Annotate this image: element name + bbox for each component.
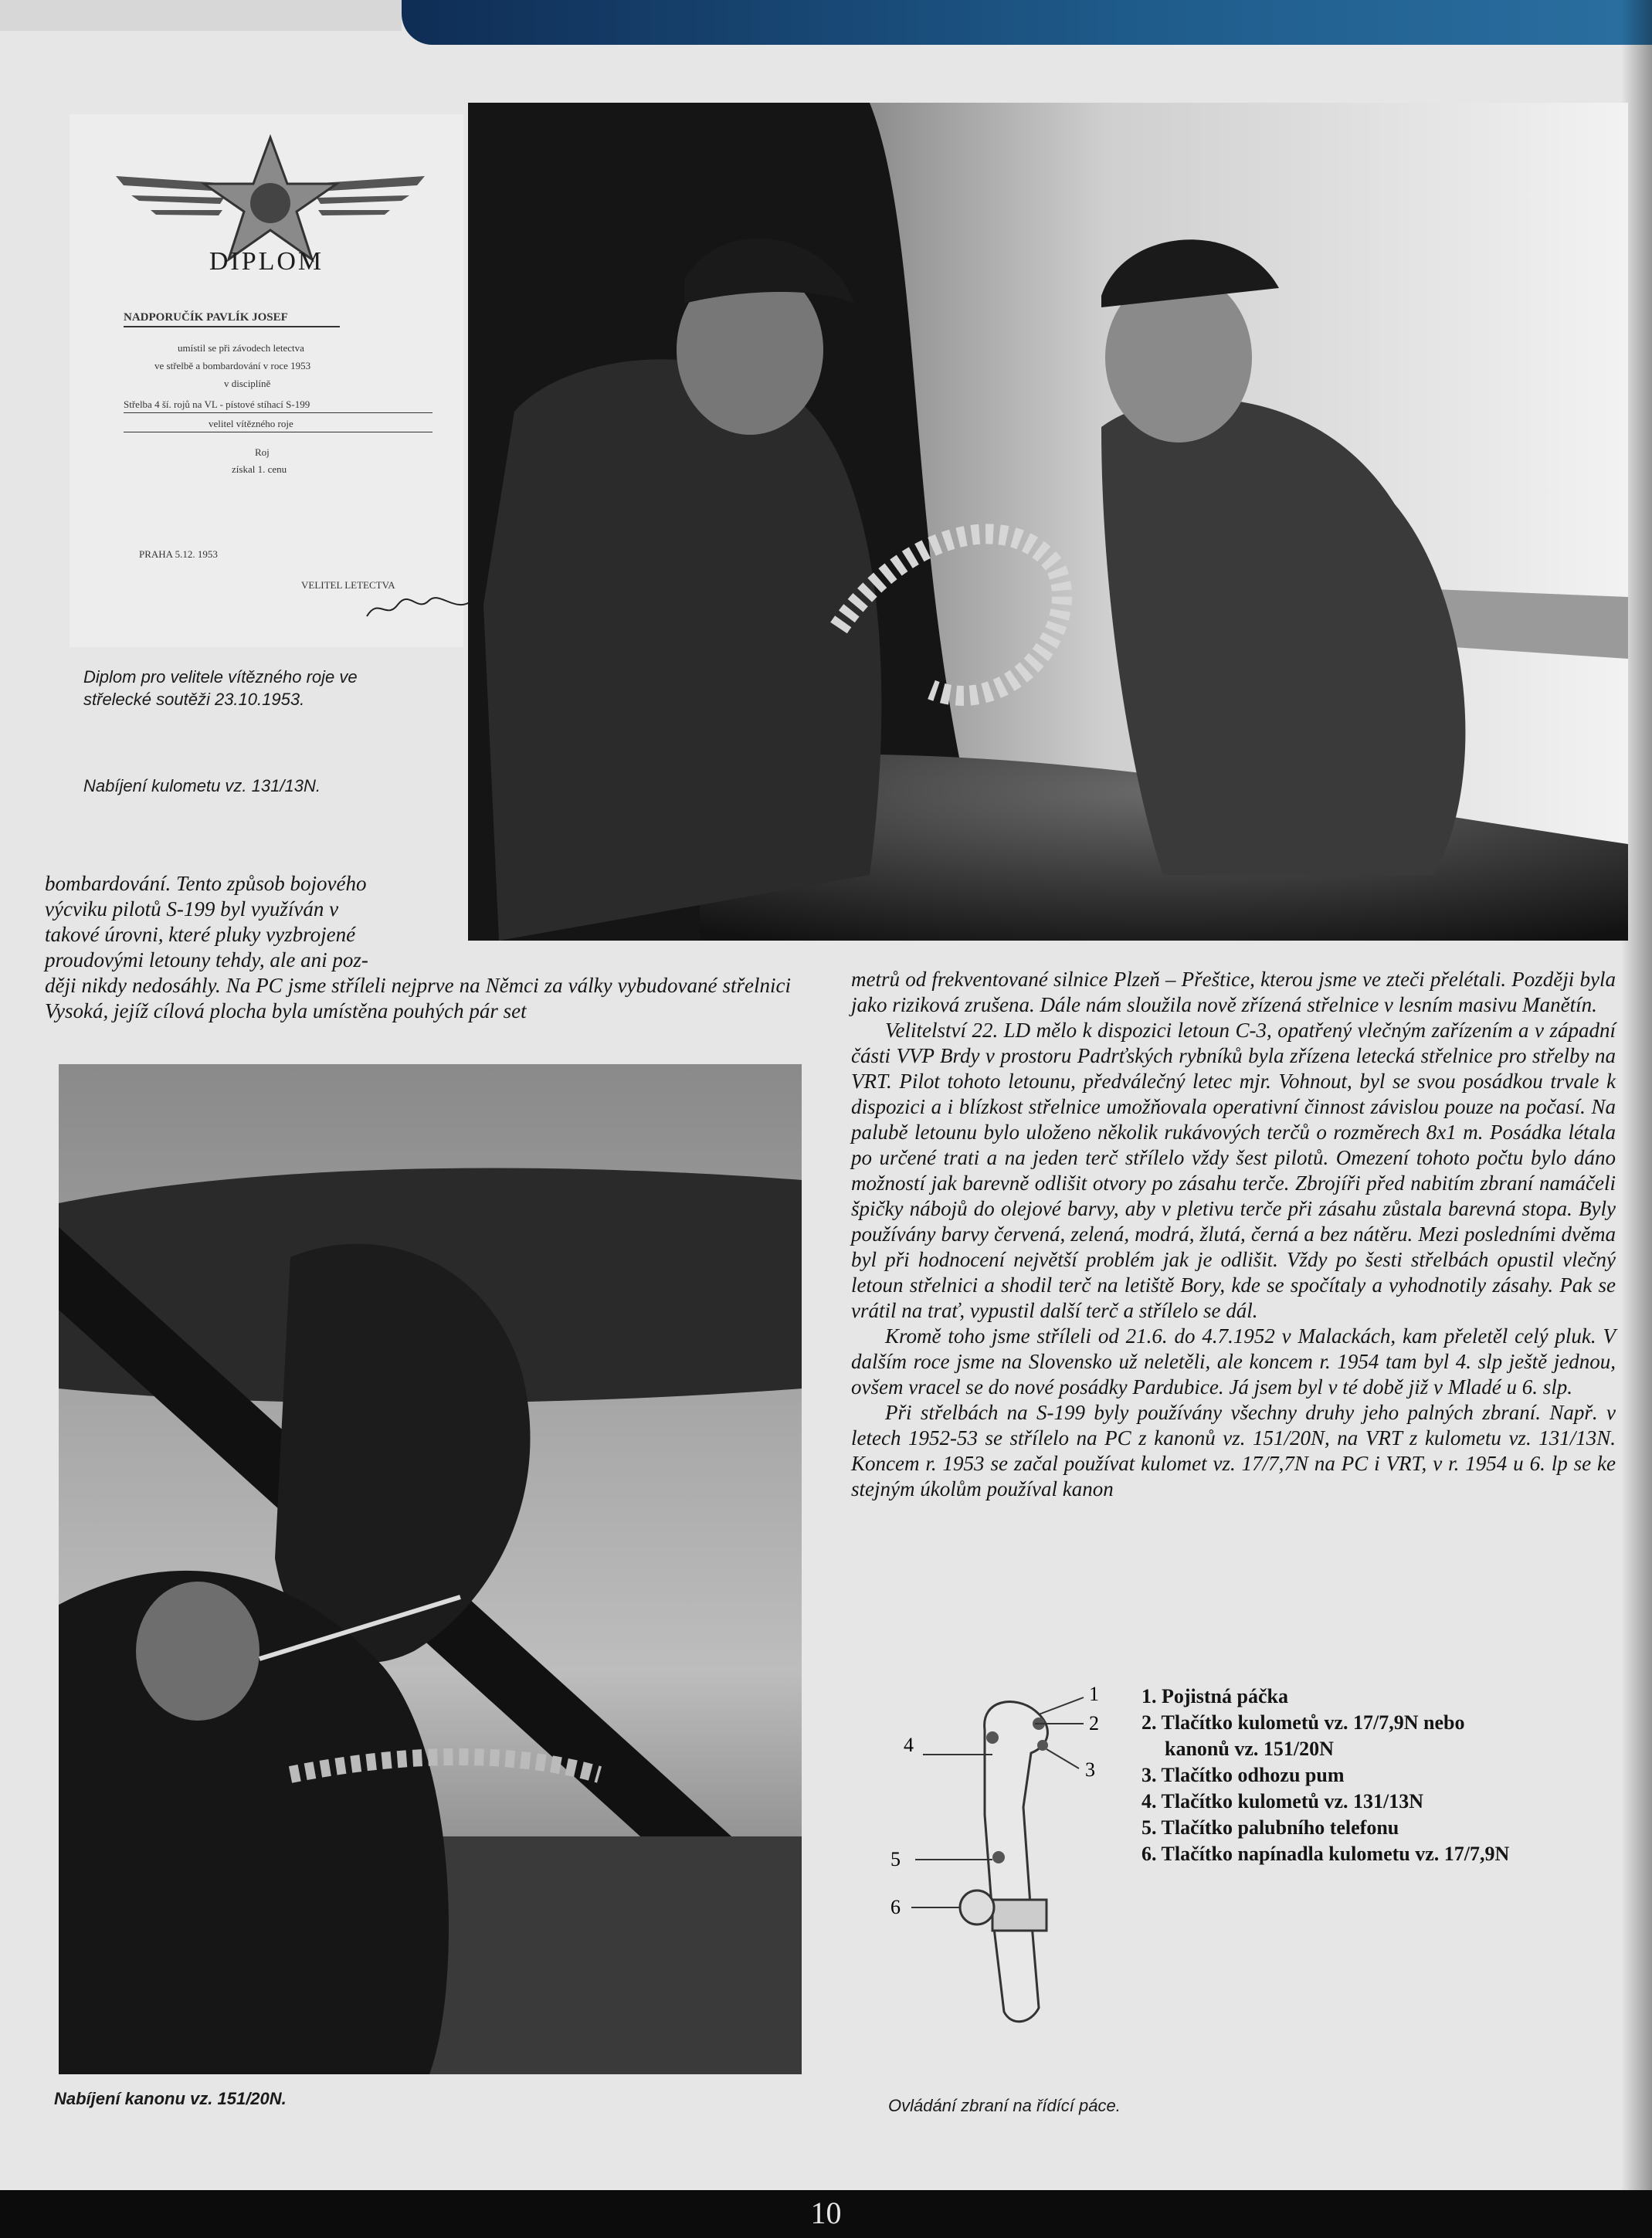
legend-item: 3. Tlačítko odhozu pum	[1141, 1764, 1345, 1786]
right-text-column	[851, 967, 1616, 1502]
diploma-underline	[124, 326, 340, 327]
signature	[363, 589, 479, 628]
caption-cannon-loading: Nabíjení kanonu vz. 151/20N.	[54, 2089, 287, 2108]
caption-mg-loading: Nabíjení kulometu vz. 131/13N.	[83, 776, 321, 795]
diploma-line7: Roj	[255, 446, 270, 458]
legend-item: 2. Tlačítko kulometů vz. 17/7,9N nebo	[1141, 1711, 1465, 1734]
callout-2: 2	[1089, 1712, 1099, 1734]
text-line: proudovými letouny tehdy, ale ani poz-	[45, 948, 368, 971]
left-text-wide: ději nikdy nedosáhly. Na PC jsme stříleli nejprve na Němci za války vybudované střelnici Vysoká, jejíž cílová plocha byla umístěna pouhých pár set	[45, 974, 791, 1022]
legend-item: 4. Tlačítko kulometů vz. 131/13N	[1141, 1790, 1423, 1812]
text-line: takové úrovni, které pluky vyzbrojené	[45, 923, 356, 946]
photo-mg-loading	[468, 103, 1628, 941]
diploma-line8: získal 1. cenu	[232, 463, 287, 475]
diploma-rule	[124, 412, 433, 413]
callout-1: 1	[1089, 1684, 1099, 1705]
callout-6: 6	[890, 1896, 901, 1918]
diploma-recipient: NADPORUČÍK PAVLÍK JOSEF	[124, 311, 288, 324]
text-line: výcviku pilotů S-199 byl využíván v	[45, 897, 339, 921]
callout-5: 5	[890, 1848, 901, 1870]
legend-item: 5. Tlačítko palubního telefonu	[1141, 1816, 1399, 1839]
caption-stick: Ovládání zbraní na řídící páce.	[888, 2096, 1121, 2115]
diploma-line3: ve střelbě a bombardování v roce 1953	[154, 360, 311, 371]
diploma-line4: v disciplíně	[224, 378, 271, 389]
diploma-commander: VELITEL LETECTVA	[301, 579, 395, 591]
paragraph: metrů od frekventované silnice Plzeň – Přeštice, kterou jsme ve zteči přelétali. Později byla jako riziková zrušena. Dále nám sloužila nově zřízená střelnice v lesním masivu Manětín.	[851, 968, 1616, 1016]
diploma-line2: umístil se při závodech letectva	[178, 342, 304, 354]
header-band	[402, 0, 1652, 45]
paragraph: Velitelství 22. LD mělo k dispozici letoun C-3, opatřený vlečným zařízením a v západní části VVP Brdy v prostoru Padrťských rybníků byla zřízena letecká střelnice pro střelby na VRT. Pilot tohoto letounu, předválečný letec mjr. Vohnout, byl se svou posádkou trvale k dispozici a i blízkost střelnice umožňovala operativní činnost závislou pouze na počasí. Na palubě letounu bylo uloženo několik rukávových terčů o rozměrech 8x1 m. Posádka létala po určené trati a na jeden terč střílelo vždy šest pilotů. Omezení tohoto počtu bylo dáno možností jak barevně odlišit otvory po zásahu terče. Zbrojíři před nabitím zbraní namáčeli špičky nábojů do olejové barvy, aby v pletivu terče při zásahu zůstala barevná stopa. Byly používány barvy červená, zelená, modrá, žlutá, černá a bez nátěru. Mezi posledními dvěma byl při hodnocení největší problém jak je odlišit. Vždy po šesti střelbách opustil vlečný letoun střelnici a shodil terč na letiště Bory, kde se spočítaly a vyhodnotily zásahy. Pak se vrátil na trať, vypustil další terč a střílelo se dál.	[851, 1019, 1616, 1322]
diploma-image	[70, 114, 463, 647]
control-stick-drawing	[877, 1684, 1124, 2031]
diploma-line6: velitel vítězného roje	[209, 418, 293, 429]
diploma-title: DIPLOM	[209, 247, 324, 276]
diploma-line5: Střelba 4 ší. rojů na VL - pístové stíhací S-199	[124, 398, 310, 410]
diploma-place-date: PRAHA 5.12. 1953	[139, 548, 218, 560]
photo-cannon-loading	[59, 1064, 802, 2074]
legend-item: 1. Pojistná páčka	[1141, 1685, 1288, 1707]
stick-legend	[1141, 1684, 1620, 1867]
text-line: bombardování. Tento způsob bojového	[45, 872, 367, 895]
page-number: 10	[810, 2196, 842, 2230]
legend-item: 6. Tlačítko napínadla kulometu vz. 17/7,9N	[1141, 1843, 1510, 1865]
callout-4: 4	[904, 1734, 914, 1756]
paragraph: Kromě toho jsme stříleli od 21.6. do 4.7.1952 v Malackách, kam přeletěl celý pluk. V dalším roce jsme na Slovensko už neletěli, ale koncem r. 1954 tam byl 4. slp ještě jednou, ovšem vracel se do nové posádky Pardubice. Já jsem byl v té době již v Mladé u 6. slp.	[851, 1324, 1616, 1399]
left-text-column	[45, 871, 468, 973]
top-margin	[0, 0, 402, 31]
paragraph: Při střelbách na S-199 byly používány všechny druhy jeho palných zbraní. Např. v letech 1952-53 se střílelo na PC z kanonů vz. 151/20N, na VRT z kulometu vz. 131/13N. Koncem r. 1953 se začal používat kulomet vz. 17/7,7N na PC i VRT, v r. 1954 u 6. lp se ke stejným úkolům používal kanon	[851, 1401, 1616, 1500]
callout-3: 3	[1085, 1758, 1095, 1781]
caption-diploma: Diplom pro velitele vítězného roje ve střelecké soutěži 23.10.1953.	[83, 667, 358, 709]
legend-item: kanonů vz. 151/20N	[1165, 1738, 1334, 1760]
